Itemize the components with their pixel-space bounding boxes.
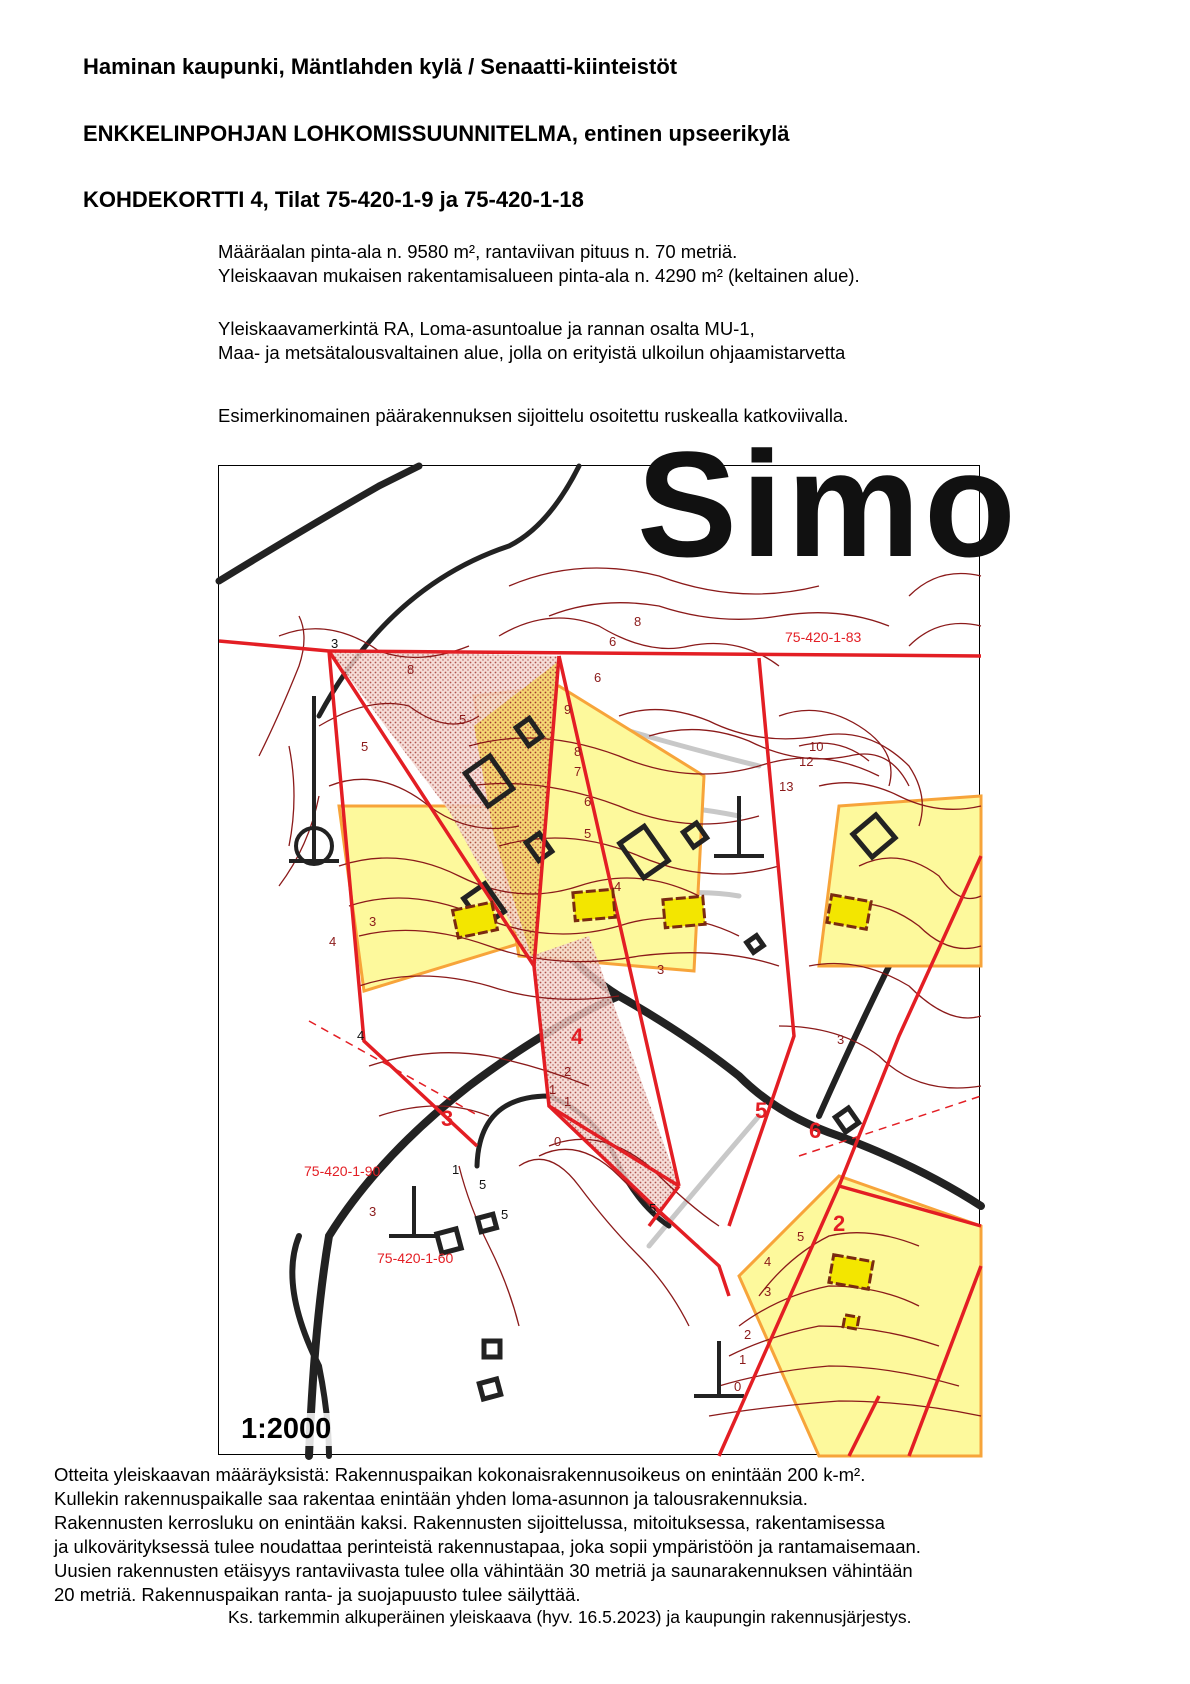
contour-label: 1 bbox=[564, 1094, 572, 1109]
site-map bbox=[218, 420, 1020, 1455]
property-id-top: 75-420-1-83 bbox=[785, 629, 862, 645]
parcel-number-2: 2 bbox=[833, 1211, 846, 1236]
parcel-number-3: 3 bbox=[441, 1106, 454, 1131]
corner-number: 5 bbox=[501, 1207, 509, 1222]
contour-label: 5 bbox=[584, 826, 592, 841]
footer-line: 20 metriä. Rakennuspaikan ranta- ja suojapuusto tulee säilyttää. bbox=[54, 1584, 581, 1605]
intro-zoning-line: Maa- ja metsätalousvaltainen alue, jolla on erityistä ulkoilun ohjaamistarvetta bbox=[218, 342, 846, 363]
footer-regulations bbox=[54, 1463, 921, 1607]
contour-label: 3 bbox=[369, 1204, 377, 1219]
contour-label: 10 bbox=[809, 739, 824, 754]
intro-area-line: Yleiskaavan mukaisen rakentamisalueen pinta-ala n. 4290 m² (keltainen alue). bbox=[218, 265, 860, 286]
contour-label: 4 bbox=[329, 934, 337, 949]
contour-label: 2 bbox=[744, 1327, 752, 1342]
contour-label: 1 bbox=[549, 1082, 557, 1097]
contour-label: 3 bbox=[764, 1284, 772, 1299]
property-id-bottom: 75-420-1-60 bbox=[377, 1250, 454, 1266]
contour-label: 0 bbox=[554, 1134, 562, 1149]
corner-number: 1 bbox=[452, 1162, 460, 1177]
intro-area-line: Määräalan pinta-ala n. 9580 m², rantaviivan pituus n. 70 metriä. bbox=[218, 241, 738, 262]
contour-label: 1 bbox=[739, 1352, 747, 1367]
contour-label: 5 bbox=[797, 1229, 805, 1244]
contour-label: 3 bbox=[369, 914, 377, 929]
place-name-label: Simo bbox=[637, 420, 1020, 588]
footer-line: Kullekin rakennuspaikalle saa rakentaa enintään yhden loma-asunnon ja talousrakennuksia. bbox=[54, 1488, 808, 1509]
contour-label: 4 bbox=[614, 879, 622, 894]
footer-line: Uusien rakennusten etäisyys rantaviivasta tulee olla vähintään 30 metriä ja saunarakennuksen vähintään bbox=[54, 1560, 913, 1581]
contour-label: 6 bbox=[584, 794, 592, 809]
property-id-left: 75-420-1-90 bbox=[304, 1163, 381, 1179]
contour-label: 6 bbox=[609, 634, 617, 649]
intro-zoning-info bbox=[218, 317, 845, 365]
footer-line: Otteita yleiskaavan määräyksistä: Rakennuspaikan kokonaisrakennusoikeus on enintään 200 k-m². bbox=[54, 1464, 866, 1485]
contour-label: 7 bbox=[574, 764, 582, 779]
parcel-number-6: 6 bbox=[809, 1118, 822, 1143]
parcel-number-5: 5 bbox=[755, 1098, 768, 1123]
contour-label: 6 bbox=[594, 670, 602, 685]
contour-label: 4 bbox=[764, 1254, 772, 1269]
header-line-2: ENKKELINPOHJAN LOHKOMISSUUNNITELMA, entinen upseerikylä bbox=[83, 121, 790, 146]
header-line-3: KOHDEKORTTI 4, Tilat 75-420-1-9 ja 75-420-1-18 bbox=[83, 187, 584, 212]
footer-reference: Ks. tarkemmin alkuperäinen yleiskaava (hyv. 16.5.2023) ja kaupungin rakennusjärjestys. bbox=[228, 1607, 912, 1627]
corner-number: 5 bbox=[479, 1177, 487, 1192]
contour-label: 3 bbox=[657, 962, 665, 977]
map-scale: 1:2000 bbox=[237, 1413, 335, 1446]
contour-label: 13 bbox=[779, 779, 794, 794]
contour-label: 8 bbox=[574, 744, 582, 759]
contour-label: 12 bbox=[799, 754, 814, 769]
contour-label: 3 bbox=[837, 1032, 845, 1047]
contour-label: 5 bbox=[459, 712, 467, 727]
parcel-number-4: 4 bbox=[571, 1024, 584, 1049]
corner-number: 3 bbox=[331, 636, 339, 651]
intro-zoning-line: Yleiskaavamerkintä RA, Loma-asuntoalue ja rannan osalta MU-1, bbox=[218, 318, 755, 339]
footer-line: ja ulkovärityksessä tulee noudattaa perinteistä rakennustapaa, joka sopii ympäristöön ja rantamaisemaan. bbox=[54, 1536, 921, 1557]
contour-label: 2 bbox=[564, 1064, 572, 1079]
contour-label: 8 bbox=[634, 614, 642, 629]
intro-area-info bbox=[218, 240, 860, 288]
corner-number: 5 bbox=[649, 1201, 657, 1216]
contour-label: 9 bbox=[564, 702, 572, 717]
corner-number: 4 bbox=[357, 1028, 365, 1043]
intro-placement-line: Esimerkinomainen päärakennuksen sijoittelu osoitettu ruskealla katkoviivalla. bbox=[218, 405, 849, 426]
footer-line: Rakennusten kerrosluku on enintään kaksi. Rakennusten sijoittelussa, mitoituksessa, rakentamisessa bbox=[54, 1512, 885, 1533]
contour-label: 5 bbox=[361, 739, 369, 754]
map-drawing bbox=[219, 420, 1020, 1456]
header-line-1: Haminan kaupunki, Mäntlahden kylä / Senaatti-kiinteistöt bbox=[83, 54, 678, 79]
contour-label: 8 bbox=[407, 662, 415, 677]
contour-label: 0 bbox=[734, 1379, 742, 1394]
